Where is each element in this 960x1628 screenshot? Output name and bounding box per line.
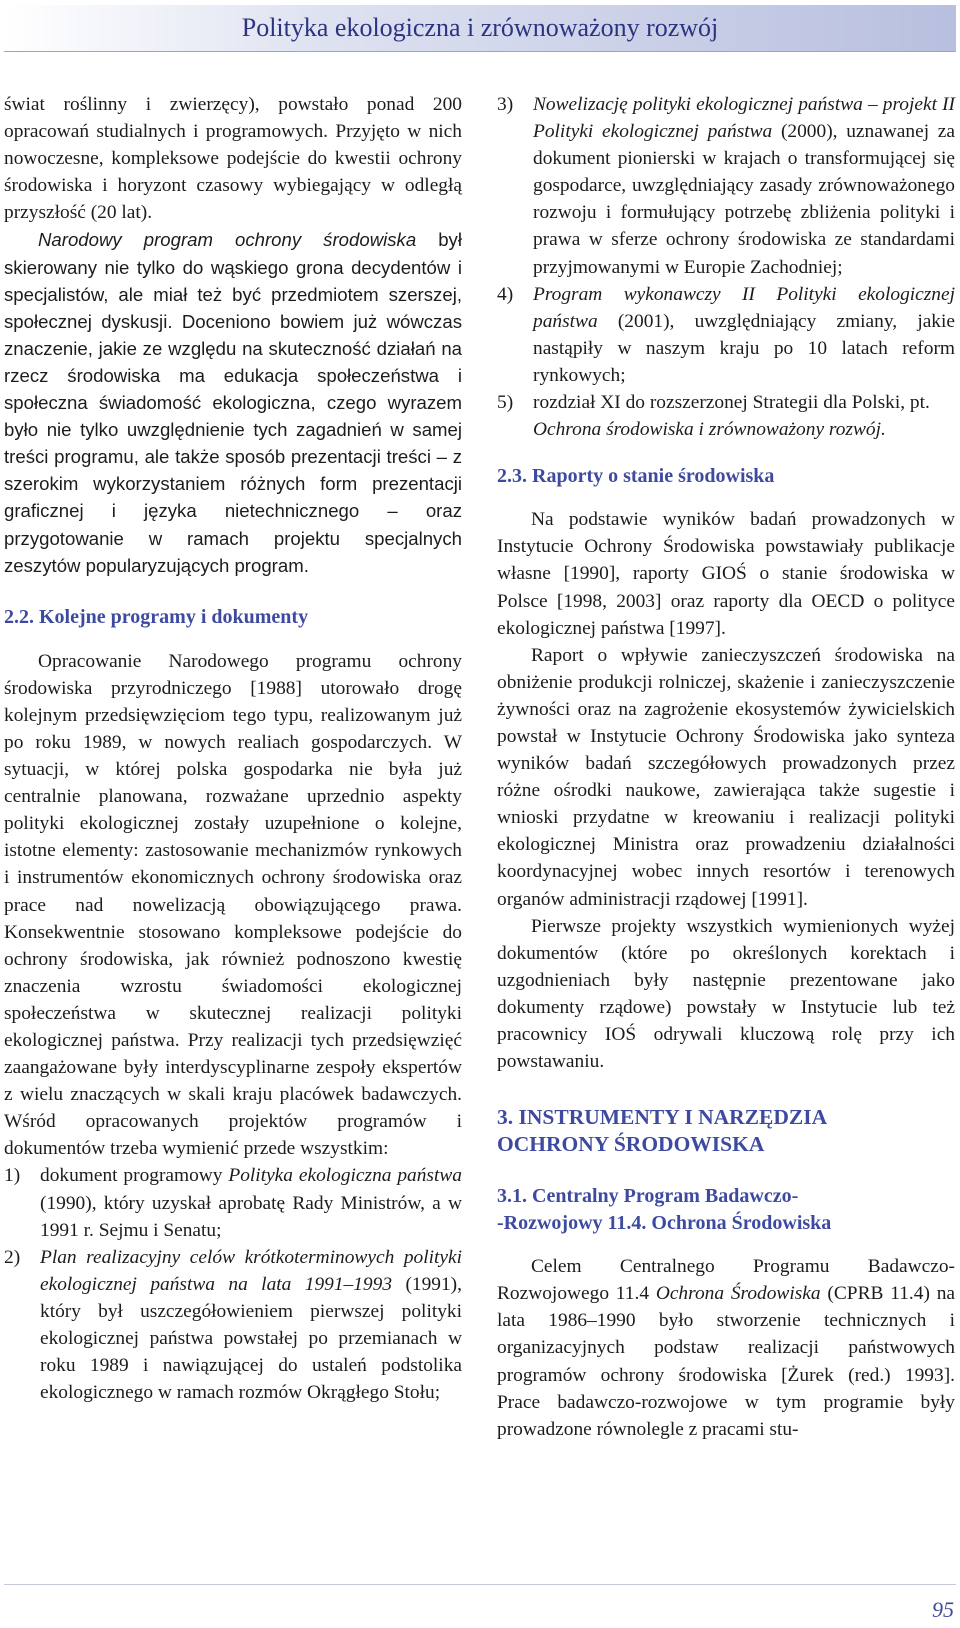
paragraph-text: Celem Centralnego Programu Badawczo-Rozwojowego 11.4 bbox=[497, 1256, 955, 1305]
list-number: 5) bbox=[497, 392, 514, 414]
list-item bbox=[497, 389, 955, 443]
list-item bbox=[497, 91, 955, 281]
list-number: 2) bbox=[4, 1246, 21, 1268]
paragraph: świat roślinny i zwierzęcy), powstało ponad 200 opracowań studialnych i programowych. Przyjęto w nich nowoczesne, kompleksowe podejście do kwestii ochrony środowiska i horyzont czasowy wybiegający w odległą przyszłość (20 lat). bbox=[4, 94, 462, 224]
list-text: (2000), uznawanej za dokument pionierski w krajach o transformującej się gospodarce, uwzględniający zasady zrównoważonego rozwoju i formułujący potrzebę zbliżenia polityki i prawa w sferze ochrony środowiska ze standardami przyjmowanymi w Europie Zachodniej; bbox=[533, 121, 956, 278]
heading-line: OCHRONY ŚRODOWISKA bbox=[497, 1132, 765, 1157]
document-title: Ochrona środowiska i zrównoważony rozwój. bbox=[533, 419, 886, 441]
running-header bbox=[4, 5, 956, 52]
heading-line: -Rozwojowy 11.4. Ochrona Środowiska bbox=[497, 1212, 832, 1235]
section-heading-3-1 bbox=[497, 1183, 955, 1237]
section-heading-2-3: 2.3. Raporty o stanie środowiska bbox=[497, 465, 775, 488]
list-text: dokument programowy bbox=[40, 1165, 229, 1187]
section-heading-2-2: 2.2. Kolejne programy i dokumenty bbox=[4, 605, 309, 628]
list-text: (1991), który był uszczegółowieniem pierwszej polityki ekologicznej państwa powstałej po przemianach w roku 1989 i nawiązującej do ustaleń podstolika ekologicznego w ramach rozmów Okrągłego Stołu; bbox=[40, 1273, 462, 1404]
paragraph-narodowy-program bbox=[4, 226, 462, 578]
footer-divider bbox=[4, 1584, 956, 1585]
list-number: 3) bbox=[497, 94, 514, 115]
paragraph: Pierwsze projekty wszystkich wymienionych wyżej dokumentów (które po określonych korektach i uzgodnieniach były następnie prezentowane jako dokumenty rządowe) powstały w Instytucie lub też pracownicy IOŚ odrywali kluczową rolę przy ich powstawaniu. bbox=[497, 915, 955, 1073]
list-text: (1990), który uzyskał aprobatę Rady Ministrów, a w 1991 r. Sejmu i Senatu; bbox=[40, 1192, 462, 1241]
list-item bbox=[4, 1162, 462, 1243]
list-item bbox=[4, 1244, 462, 1407]
heading-line: 3. INSTRUMENTY I NARZĘDZIA bbox=[497, 1105, 828, 1130]
paragraph: Opracowanie Narodowego programu ochrony środowiska przyrodniczego [1988] utorowało drogę kolejnym przedsięwzięciom tego typu, realizowanym już po roku 1989, w nowych realiach gospodarczych. W sytuacji, w której polska gospodarka nie była już centralnie planowana, rozważane uprzednio aspekty polityki ekologicznej zostały uzupełnione o kolejne, istotne elementy: zastosowanie mechanizmów rynkowych i instrumentów ekonomicznych ochrony środowiska oraz prace nad nowelizacją obowiązującego prawa. Konsekwentnie stosowano kompleksowe podejście do ochrony środowiska, jak również podnoszono kwestię znaczenia wzrostu świadomości ekologicznej społeczeństwa w skutecznej realizacji polityki ekologicznej państwa. Przy realizacji tych przedsięwzięć zaangażowane były interdyscyplinarne zespoły ekspertów z wielu znaczących w skali kraju placówek badawczych. Wśród opracowanych projektów programów i dokumentów trzeba wymienić przede wszystkim: bbox=[4, 650, 462, 1160]
paragraph: Na podstawie wyników badań prowadzonych w Instytucie Ochrony Środowiska powstawiały publikacje własne [1990], raporty GIOŚ o stanie środowiska w Polsce [1998, 2003] oraz raporty dla OECD o polityce ekologicznej państwa [1997]. bbox=[497, 509, 955, 639]
list-text: (2001), uwzględniający zmiany, jakie nastąpiły w naszym kraju po 10 latach reform rynkowych; bbox=[533, 310, 955, 386]
paragraph-text: był skierowany nie tylko do wąskiego grona decydentów i specjalistów, ale miał też być przedmiotem szerszej, społecznej dyskusji. Doceniono bowiem już wówczas znaczenie, jakie ze względu na skuteczność działań na rzecz środowiska ma edukacja społeczeństwa i społeczna świadomość ekologiczna, czego wyrazem było nie tylko uwzględnienie tych zagadnień w samej treści programu, ale także sposób prezentacji treści – z szerokim wykorzystaniem różnych form prezentacji graficznej i języka nietechnicznego – oraz przygotowanie w ramach projektu specjalnych zeszytów popularyzujących program. bbox=[4, 229, 462, 576]
program-title: Narodowy program ochrony środowiska bbox=[38, 229, 417, 251]
left-column bbox=[4, 91, 462, 1406]
list-number: 1) bbox=[4, 1165, 21, 1187]
right-column bbox=[497, 91, 955, 1443]
header-title: Polityka ekologiczna i zrównoważony rozwój bbox=[241, 13, 719, 42]
document-title: Program wykonawczy II Polityki ekologicznej państwa bbox=[533, 283, 955, 332]
document-title: Nowelizację polityki ekologicznej państwa – projekt II Polityki ekologicznej państwa bbox=[533, 94, 955, 143]
document-title: Polityka ekologiczna państwa bbox=[228, 1165, 462, 1187]
list-item bbox=[497, 281, 955, 389]
paragraph: Raport o wpływie zanieczyszczeń środowiska na obniżenie produkcji rolniczej, skażenie i zanieczyszczenie żywności oraz na zagrożenie ekosystemów żywicielskich powstał w Instytucie Ochrony Środowiska jako synteza wyników badań szczegółowych prowadzonych przez różne ośrodki naukowe, zawierająca także sugestie i wnioski przydatne w kreowaniu i realizacji polityki ekologicznej Ministra oraz prowadzeniu działalności koordynacyjnej wobec innych resortów i terenowych organów administracji rządowej [1991]. bbox=[497, 644, 955, 910]
paragraph-text: (CPRB 11.4) na lata 1986–1990 było stworzenie technicznych i organizacyjnych podstaw realizacji państwowych programów ochrony środowiska [Żurek (red.) 1993]. Prace badawczo-rozwojowe w tym programie były prowadzone równolegle z pracami stu- bbox=[497, 1283, 955, 1440]
list-number: 4) bbox=[497, 283, 514, 305]
heading-line: 3.1. Centralny Program Badawczo- bbox=[497, 1185, 799, 1208]
document-title: Plan realizacyjny celów krótkoterminowych polityki ekologicznej państwa na lata 1991–1993 bbox=[40, 1246, 462, 1295]
chapter-heading-3 bbox=[497, 1104, 955, 1158]
page-number: 95 bbox=[932, 1597, 954, 1622]
program-title: Ochrona Środowiska bbox=[655, 1283, 821, 1305]
paragraph bbox=[497, 1253, 955, 1443]
list-text: rozdział XI do rozszerzonej Strategii dla Polski, pt. bbox=[533, 392, 930, 414]
